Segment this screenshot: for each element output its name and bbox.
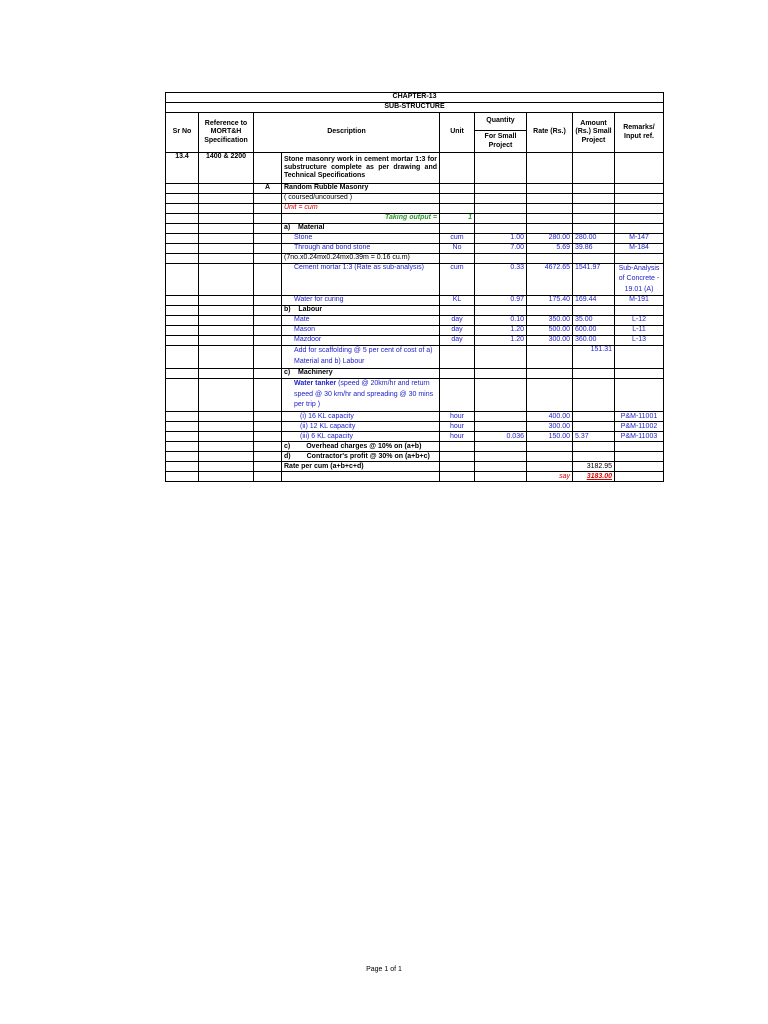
mortar-desc: Cement mortar 1:3 (Rate as sub-analysis) <box>282 264 440 296</box>
machinery-remarks: P&M-11001 <box>615 412 664 422</box>
machinery-rate: 150.00 <box>527 432 573 442</box>
water-qty: 0.97 <box>475 296 527 306</box>
material-remarks: M-147 <box>615 234 664 244</box>
overhead-letter: c) <box>284 442 291 450</box>
machinery-unit: hour <box>440 422 475 432</box>
labour-amount: 360.00 <box>573 336 615 346</box>
material-rate: 5.69 <box>527 244 573 254</box>
labour-heading: b) Labour <box>282 306 440 316</box>
machinery-desc: (i) 16 KL capacity <box>282 412 440 422</box>
unit-row <box>166 204 664 214</box>
machinery-remarks: P&M-11002 <box>615 422 664 432</box>
col-rate: Rate (Rs.) <box>527 113 573 153</box>
col-qty: Quantity <box>475 113 527 131</box>
col-desc: Description <box>254 113 440 153</box>
item-desc: Stone masonry work in cement mortar 1:3 for substructure complete as per drawing and Technical Specifications <box>282 153 440 184</box>
labour-desc: Mate <box>282 316 440 326</box>
col-unit: Unit <box>440 113 475 153</box>
profit-cell <box>282 452 440 462</box>
table-row <box>166 336 664 346</box>
machinery-amount <box>573 412 615 422</box>
tanker-title: Water tanker <box>294 379 337 387</box>
mortar-amount: 1541.97 <box>573 264 615 296</box>
scaffold-desc: Add for scaffolding @ 5 per cent of cost of a) Material and b) Labour <box>282 346 440 369</box>
labour-unit: day <box>440 316 475 326</box>
material-heading: a) Material <box>282 224 440 234</box>
overhead-cell <box>282 442 440 452</box>
machinery-qty: 0.036 <box>475 432 527 442</box>
profit-label: Contractor's profit @ 30% on (a+b+c) <box>306 452 430 460</box>
material-note: (7no.x0.24mx0.24mx0.39m = 0.16 cu.m) <box>282 254 440 264</box>
sub-item-row <box>166 184 664 194</box>
machinery-amount <box>573 422 615 432</box>
table-row <box>166 412 664 422</box>
mortar-remarks: Sub-Analysis of Concrete - 19.01 (A) <box>615 264 664 296</box>
say-row <box>166 472 664 482</box>
say-value: 3183.00 <box>573 472 615 482</box>
material-unit: cum <box>440 234 475 244</box>
material-qty: 1.00 <box>475 234 527 244</box>
scaffold-amount: 151.31 <box>573 346 615 369</box>
item-srno: 13.4 <box>166 153 199 184</box>
machinery-desc: (iii) 6 KL capacity <box>282 432 440 442</box>
machinery-amount: 5.37 <box>573 432 615 442</box>
labour-remarks: L-12 <box>615 316 664 326</box>
mortar-qty: 0.33 <box>475 264 527 296</box>
tanker-row <box>166 378 664 412</box>
material-desc: Through and bond stone <box>282 244 440 254</box>
say-label: say <box>527 472 573 482</box>
table-row <box>166 316 664 326</box>
col-amount: Amount (Rs.) Small Project <box>573 113 615 153</box>
table-row <box>166 326 664 336</box>
labour-remarks: L-11 <box>615 326 664 336</box>
tanker-detail: (speed @ 20km/hr and return speed @ 30 km/hr and spreading @ 30 mins per trip ) <box>294 379 434 409</box>
machinery-desc: (ii) 12 KL capacity <box>282 422 440 432</box>
labour-rate: 300.00 <box>527 336 573 346</box>
material-qty: 7.00 <box>475 244 527 254</box>
labour-desc: Mason <box>282 326 440 336</box>
machinery-qty <box>475 422 527 432</box>
sub-note-row <box>166 194 664 204</box>
section-row <box>166 103 664 113</box>
item-ref: 1400 & 2200 <box>199 153 254 184</box>
material-desc: Stone <box>282 234 440 244</box>
unit-line: Unit = cum <box>282 204 440 214</box>
overhead-label: Overhead charges @ 10% on (a+b) <box>306 442 422 450</box>
section-title: SUB-STRUCTURE <box>166 103 664 113</box>
rate-label: Rate per cum (a+b+c+d) <box>282 462 440 472</box>
labour-rate: 350.00 <box>527 316 573 326</box>
scaffold-row <box>166 346 664 369</box>
machinery-unit: hour <box>440 432 475 442</box>
labour-unit: day <box>440 326 475 336</box>
water-amount: 169.44 <box>573 296 615 306</box>
machinery-rate: 400.00 <box>527 412 573 422</box>
table-row <box>166 296 664 306</box>
machinery-heading: c) Machinery <box>282 368 440 378</box>
material-note-row <box>166 254 664 264</box>
header-row <box>166 113 664 131</box>
table-row <box>166 264 664 296</box>
rate-analysis-table <box>165 92 664 482</box>
labour-qty: 1.20 <box>475 326 527 336</box>
col-qty-sub: For Small Project <box>475 131 527 153</box>
rate-value: 3182.95 <box>573 462 615 472</box>
material-unit: No <box>440 244 475 254</box>
machinery-unit: hour <box>440 412 475 422</box>
sub-item-title: Random Rubble Masonry <box>282 184 440 194</box>
taking-output-row <box>166 214 664 224</box>
profit-letter: d) <box>284 452 291 460</box>
machinery-heading-row <box>166 368 664 378</box>
sub-item-letter: A <box>254 184 282 194</box>
material-rate: 280.00 <box>527 234 573 244</box>
water-desc: Water for curing <box>282 296 440 306</box>
labour-qty: 0.10 <box>475 316 527 326</box>
material-heading-row <box>166 224 664 234</box>
water-remarks: M-191 <box>615 296 664 306</box>
labour-amount: 35.00 <box>573 316 615 326</box>
chapter-title: CHAPTER-13 <box>166 93 664 103</box>
table-row <box>166 244 664 254</box>
labour-amount: 600.00 <box>573 326 615 336</box>
tanker-desc <box>282 378 440 412</box>
labour-remarks: L-13 <box>615 336 664 346</box>
profit-row <box>166 452 664 462</box>
overhead-row <box>166 442 664 452</box>
labour-rate: 500.00 <box>527 326 573 336</box>
material-amount: 280.00 <box>573 234 615 244</box>
mortar-unit: cum <box>440 264 475 296</box>
rate-row <box>166 462 664 472</box>
table-row <box>166 234 664 244</box>
labour-unit: day <box>440 336 475 346</box>
chapter-row <box>166 93 664 103</box>
machinery-qty <box>475 412 527 422</box>
taking-output-label: Taking output = <box>282 214 440 224</box>
labour-heading-row <box>166 306 664 316</box>
water-unit: KL <box>440 296 475 306</box>
labour-qty: 1.20 <box>475 336 527 346</box>
sub-item-note: ( coursed/uncoursed ) <box>282 194 440 204</box>
col-remarks: Remarks/ Input ref. <box>615 113 664 153</box>
table-row <box>166 422 664 432</box>
water-rate: 175.40 <box>527 296 573 306</box>
material-remarks: M-184 <box>615 244 664 254</box>
page-footer: Page 1 of 1 <box>366 966 402 973</box>
material-amount: 39.86 <box>573 244 615 254</box>
col-ref: Reference to MORT&H Specification <box>199 113 254 153</box>
mortar-rate: 4672.65 <box>527 264 573 296</box>
item-row <box>166 153 664 184</box>
rate-analysis-sheet <box>165 92 663 482</box>
taking-output-value: 1 <box>440 214 475 224</box>
machinery-rate: 300.00 <box>527 422 573 432</box>
machinery-remarks: P&M-11003 <box>615 432 664 442</box>
col-srno: Sr No <box>166 113 199 153</box>
labour-desc: Mazdoor <box>282 336 440 346</box>
table-row <box>166 432 664 442</box>
